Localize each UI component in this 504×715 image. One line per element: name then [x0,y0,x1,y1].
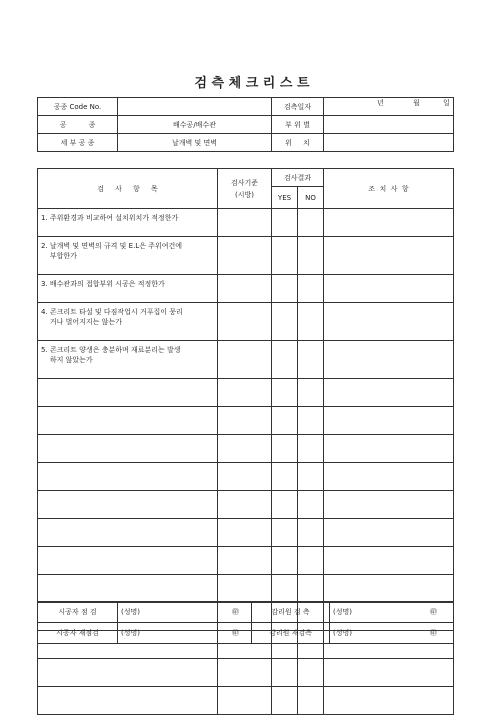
month-label: 월 [413,99,420,107]
item-cell [38,491,218,519]
yes-cell[interactable] [272,491,298,519]
supervisor-check-name[interactable]: (성명) [330,602,394,623]
action-cell[interactable] [324,463,454,491]
table-row [38,209,454,237]
part-label: 부 위 별 [272,116,324,134]
inspection-date-label: 검측일자 [272,98,324,116]
table-row [38,659,454,687]
supervisor-recheck-seal: ㊞ [394,623,454,644]
table-row [38,547,454,575]
work-type-label: 공 종 [38,116,118,134]
header-yes: YES [272,187,298,209]
contractor-recheck-seal: ㊞ [188,623,252,644]
action-cell[interactable] [324,341,454,379]
table-row [38,687,454,715]
checklist-header-row [38,169,454,187]
no-cell[interactable] [298,237,324,275]
item-cell: 3. 배수관과의 접합부위 시공은 적정한가 [38,275,218,303]
table-row [38,435,454,463]
standard-cell[interactable] [218,435,272,463]
standard-cell[interactable] [218,547,272,575]
no-cell[interactable] [298,275,324,303]
action-cell[interactable] [324,407,454,435]
work-type-value[interactable]: 배수공/배수관 [118,116,272,134]
standard-cell[interactable] [218,659,272,687]
action-cell[interactable] [324,519,454,547]
no-cell[interactable] [298,491,324,519]
no-cell[interactable] [298,575,324,603]
year-label: 년 [377,99,384,107]
part-value[interactable] [324,116,454,134]
yes-cell[interactable] [272,209,298,237]
table-row [38,237,454,275]
table-row [38,519,454,547]
item-cell [38,407,218,435]
yes-cell[interactable] [272,659,298,687]
info-table [37,97,454,152]
no-cell[interactable] [298,379,324,407]
standard-cell[interactable] [218,575,272,603]
action-cell[interactable] [324,575,454,603]
item-cell [38,687,218,715]
item-cell [38,435,218,463]
standard-cell[interactable] [218,275,272,303]
no-cell[interactable] [298,659,324,687]
action-cell[interactable] [324,547,454,575]
no-cell[interactable] [298,547,324,575]
standard-cell[interactable] [218,519,272,547]
location-value[interactable] [324,134,454,152]
standard-cell[interactable] [218,463,272,491]
signature-table [37,601,454,644]
item-cell: 4. 콘크리트 타설 및 다짐작업시 거푸집이 뭉리 거나 벌어지지는 않는가 [38,303,218,341]
standard-cell[interactable] [218,303,272,341]
table-row [38,463,454,491]
info-row-detail-type [38,134,454,152]
location-label: 위 치 [272,134,324,152]
day-label: 일 [443,99,450,107]
item-cell [38,659,218,687]
action-cell[interactable] [324,687,454,715]
no-cell[interactable] [298,303,324,341]
no-cell[interactable] [298,435,324,463]
item-cell [38,463,218,491]
contractor-check-label: 시공자 점 검 [38,602,118,623]
yes-cell[interactable] [272,575,298,603]
contractor-recheck-name[interactable]: (성명) [118,623,188,644]
header-standard-line2: (시방) [235,190,254,199]
header-result: 검사결과 [272,169,324,187]
standard-cell[interactable] [218,491,272,519]
action-cell[interactable] [324,237,454,275]
no-cell[interactable] [298,519,324,547]
header-no: NO [298,187,324,209]
code-value[interactable] [118,98,272,116]
yes-cell[interactable] [272,435,298,463]
contractor-check-name[interactable]: (성명) [118,602,188,623]
standard-cell[interactable] [218,237,272,275]
item-cell: 2. 날개벽 및 면벽의 규격 및 E.L은 주위여건에 부합한가 [38,237,218,275]
action-cell[interactable] [324,379,454,407]
header-action: 조 치 사 항 [324,169,454,209]
item-cell: 5. 콘크리트 양생은 충분하며 재료분리는 발생 하지 않았는가 [38,341,218,379]
item-cell [38,575,218,603]
code-label: 공종 Code No. [38,98,118,116]
yes-cell[interactable] [272,407,298,435]
no-cell[interactable] [298,209,324,237]
yes-cell[interactable] [272,379,298,407]
item-cell [38,547,218,575]
contractor-check-seal: ㊞ [188,602,252,623]
table-row [38,303,454,341]
yes-cell[interactable] [272,547,298,575]
yes-cell[interactable] [272,275,298,303]
supervisor-recheck-label: 감리원 재검측 [252,623,330,644]
action-cell[interactable] [324,209,454,237]
yes-cell[interactable] [272,341,298,379]
yes-cell[interactable] [272,687,298,715]
table-row [38,491,454,519]
page-title: 검 측 체 크 리 스 트 [194,76,310,91]
table-row [38,407,454,435]
detail-type-value[interactable]: 날개벽 및 면벽 [118,134,272,152]
header-item: 검 사 항 목 [38,169,218,209]
standard-cell[interactable] [218,407,272,435]
no-cell[interactable] [298,463,324,491]
signature-row-1 [38,602,454,623]
header-standard [218,169,272,209]
supervisor-check-seal: ㊞ [394,602,454,623]
no-cell[interactable] [298,687,324,715]
detail-type-label: 세 부 공 종 [38,134,118,152]
table-row [38,575,454,603]
action-cell[interactable] [324,303,454,341]
inspection-date-value[interactable] [324,98,454,116]
table-row [38,341,454,379]
item-cell [38,519,218,547]
no-cell[interactable] [298,407,324,435]
yes-cell[interactable] [272,303,298,341]
action-cell[interactable] [324,491,454,519]
standard-cell[interactable] [218,687,272,715]
table-row [38,275,454,303]
yes-cell[interactable] [272,463,298,491]
info-row-work-type [38,116,454,134]
table-row [38,379,454,407]
header-standard-line1: 검사기준 [230,178,259,187]
no-cell[interactable] [298,341,324,379]
standard-cell[interactable] [218,341,272,379]
supervisor-recheck-name[interactable]: (성명) [330,623,394,644]
action-cell[interactable] [324,659,454,687]
standard-cell[interactable] [218,209,272,237]
signature-row-2 [38,623,454,644]
standard-cell[interactable] [218,379,272,407]
contractor-recheck-label: 시공자 재점검 [38,623,118,644]
item-cell [38,379,218,407]
action-cell[interactable] [324,435,454,463]
supervisor-check-label: 감리원 검 측 [252,602,330,623]
yes-cell[interactable] [272,519,298,547]
item-cell: 1. 주위환경과 비교하여 설치위치가 적정한가 [38,209,218,237]
yes-cell[interactable] [272,237,298,275]
action-cell[interactable] [324,275,454,303]
info-row-code [38,98,454,116]
